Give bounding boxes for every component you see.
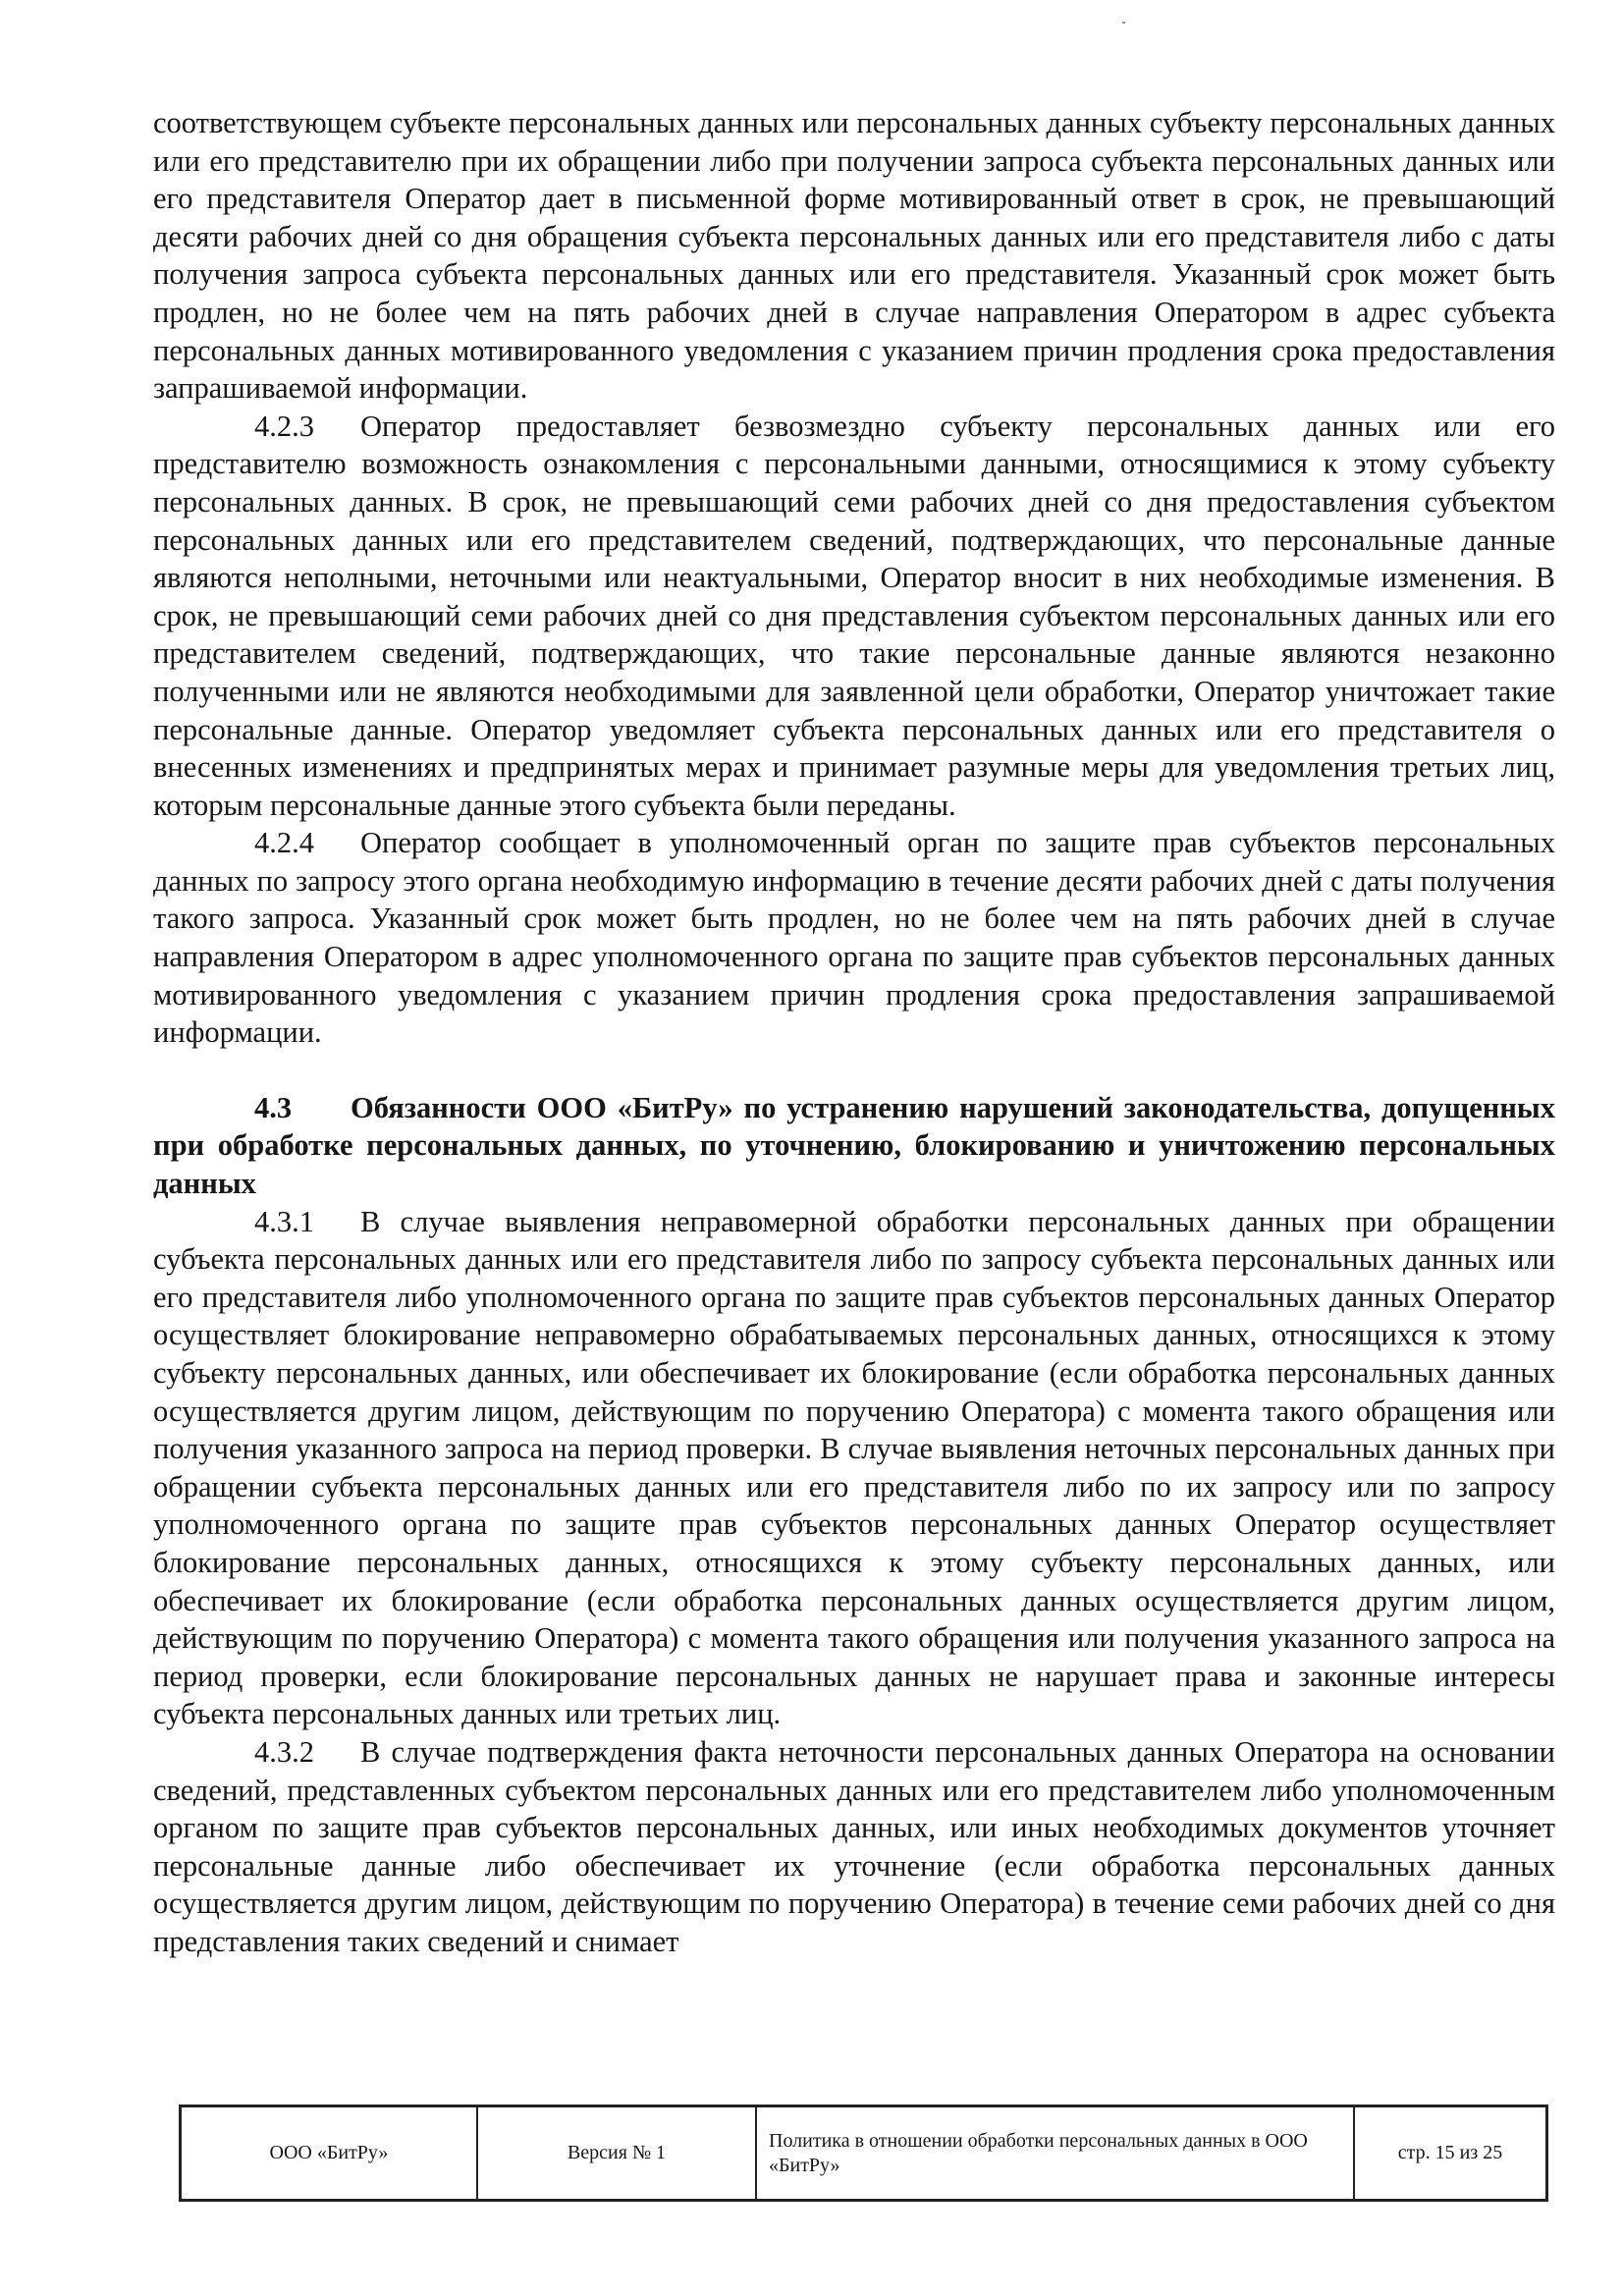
section-title: Обязанности ООО «БитРу» по устранению нарушений законодательства, допущенных при обработке персональных данных, по уточнению, блокированию и уничтожению персональных данных [153, 1090, 1555, 1201]
clause-number: 4.3.1 [254, 1204, 314, 1238]
paragraph-4-3-1 [153, 1203, 1555, 1733]
section-heading-4-3 [153, 1089, 1555, 1203]
clause-number: 4.2.4 [254, 826, 314, 860]
footer-company: ООО «БитРу» [181, 2106, 478, 2201]
scan-speck [1122, 22, 1125, 24]
footer-doc-title: Политика в отношении обработки персональных данных в ООО «БитРу» [756, 2106, 1354, 2201]
footer-version: Версия № 1 [477, 2106, 756, 2201]
clause-text: Оператор предоставляет безвозмездно субъекту персональных данных или его представителю возможность ознакомления с персональными данными, относящимися к этому субъекту персональных данных. В срок, не превышающий семи рабочих дней со дня предоставления субъектом персональных данных или его представителем сведений, подтверждающих, что персональные данные являются неполными, неточными или неактуальными, Оператор вносит в них необходимые изменения. В срок, не превышающий семи рабочих дней со дня представления субъектом персональных данных или его представителем сведений, подтверждающих, что такие персональные данные являются незаконно полученными или не являются необходимыми для заявленной цели обработки, Оператор уничтожает такие персональные данные. Оператор уведомляет субъекта персональных данных или его представителя о внесенных изменениях и предпринятых мерах и принимает разумные меры для уведомления третьих лиц, которым персональные данные этого субъекта были переданы. [153, 409, 1555, 822]
clause-text: В случае подтверждения факта неточности персональных данных Оператора на основании сведений, представленных субъектом персональных данных или его представителем либо уполномоченным органом по защите прав субъектов персональных данных, или иных необходимых документов уточняет персональные данные либо обеспечивает их уточнение (если обработка персональных данных осуществляется другим лицом, действующим по поручению Оператора) в течение семи рабочих дней со дня представления таких сведений и снимает [153, 1734, 1555, 1958]
clause-number: 4.2.3 [254, 409, 314, 443]
footer-page-number: стр. 15 из 25 [1354, 2106, 1547, 2201]
paragraph-4-3-2 [153, 1733, 1555, 1961]
clause-text: Оператор сообщает в уполномоченный орган по защите прав субъектов персональных данных по запросу этого органа необходимую информацию в течение десяти рабочих дней с даты получения такого запроса. Указанный срок может быть продлен, но не более чем на пять рабочих дней в случае направления Оператором в адрес уполномоченного органа по защите прав субъектов персональных данных мотивированного уведомления с указанием причин продления срока предоставления запрашиваемой информации. [153, 826, 1555, 1050]
paragraph-4-2-4 [153, 824, 1555, 1052]
clause-text: В случае выявления неправомерной обработки персональных данных при обращении субъекта персональных данных или его представителя либо по запросу субъекта персональных данных или его представителя либо уполномоченного органа по защите прав субъектов персональных данных Оператор осуществляет блокирование неправомерно обрабатываемых персональных данных, относящихся к этому субъекту персональных данных, или обеспечивает их блокирование (если обработка персональных данных осуществляется другим лицом, действующим по поручению Оператора) с момента такого обращения или получения указанного запроса на период проверки. В случае выявления неточных персональных данных при обращении субъекта персональных данных или его представителя либо по их запросу или по запросу уполномоченного органа по защите прав субъектов персональных данных Оператор осуществляет блокирование персональных данных, относящихся к этому субъекту персональных данных, или обеспечивает их блокирование (если обработка персональных данных осуществляется другим лицом, действующим по поручению Оператора) с момента такого обращения или получения указанного запроса на период проверки, если блокирование персональных данных не нарушает права и законные интересы субъекта персональных данных или третьих лиц. [153, 1204, 1555, 1731]
section-number: 4.3 [254, 1090, 293, 1124]
document-body [153, 104, 1555, 1961]
page-footer [179, 2105, 1548, 2202]
paragraph-4-2-3 [153, 408, 1555, 825]
paragraph-continued: соответствующем субъекте персональных данных или персональных данных субъекту персональных данных или его представителю при их обращении либо при получении запроса субъекта персональных данных или его представителя Оператор дает в письменной форме мотивированный ответ в срок, не превышающий десяти рабочих дней со дня обращения субъекта персональных данных или его представителя либо с даты получения запроса субъекта персональных данных или его представителя. Указанный срок может быть продлен, но не более чем на пять рабочих дней в случае направления Оператором в адрес субъекта персональных данных мотивированного уведомления с указанием причин продления срока предоставления запрашиваемой информации. [153, 106, 1555, 406]
clause-number: 4.3.2 [254, 1734, 314, 1769]
